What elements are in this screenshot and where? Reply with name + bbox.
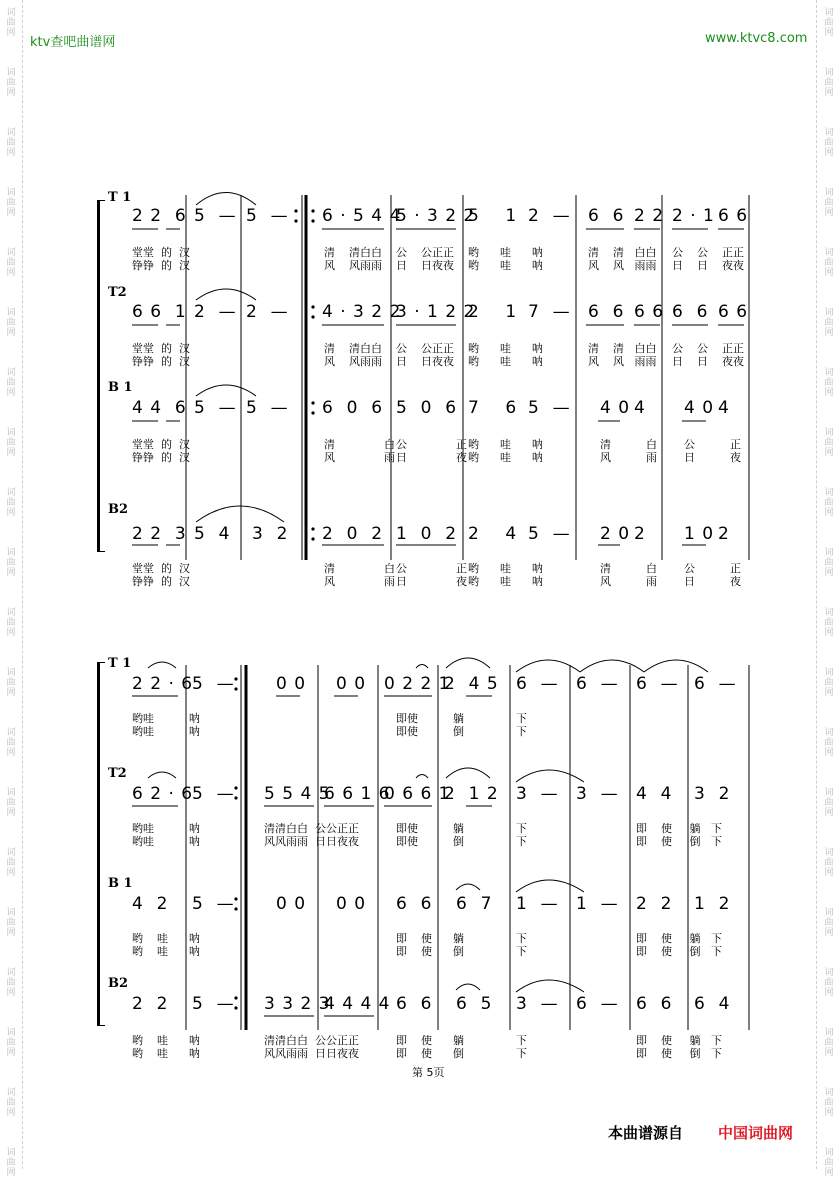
watermark-glyphs: 词 曲 网 (6, 368, 16, 398)
notes2-b2-3: 3 3 2 3 (264, 994, 331, 1014)
notes2-t2-1: 6 2 · 6 (132, 784, 194, 804)
notes2-t1-8: 6 — (576, 674, 619, 694)
lyrics-b1-4: 哟 哇 呐 哟 哇 呐 (468, 438, 543, 464)
notes2-t2-9: 4 4 (636, 784, 673, 804)
watermark-glyphs: 词 曲 网 (6, 1088, 16, 1118)
notes2-t2-7: 3 — (516, 784, 559, 804)
notes-b1-m1: 4 4 6 (132, 398, 187, 418)
lyrics-t1-4: 哟 哇 呐 哟 哇 呐 (468, 246, 543, 272)
notes2-t2-2: 5 — (192, 784, 235, 804)
lyrics-b1-6: 公 正 日 夜 (684, 438, 741, 464)
watermark-glyphs: 词 曲 网 (6, 728, 16, 758)
watermark-glyphs: 词 曲 网 (6, 68, 16, 98)
header-right-url[interactable]: www.ktvc8.com (705, 31, 808, 46)
notes-b1-m9b: 4 (718, 398, 730, 418)
watermark-glyphs: 词 曲 网 (824, 488, 834, 518)
notes2-b2-4: 4 4 4 4 (324, 994, 391, 1014)
watermark-glyphs: 词 曲 网 (6, 788, 16, 818)
notes-t1-m3: 5 — (246, 206, 289, 226)
watermark-glyphs: 词 曲 网 (6, 428, 16, 458)
lyrics-t2-1: 堂堂 的 汉 铮铮 的 汉 (132, 342, 190, 368)
notes2-b1-5: 6 6 (396, 894, 433, 914)
notes-t2-m7: 7 — (528, 302, 571, 322)
notes-b2-m7: 5 — (528, 524, 571, 544)
notes-t2-m8b: 6 6 (634, 302, 665, 322)
watermark-glyphs: 词 曲 网 (824, 668, 834, 698)
part-label-t2-s2: T2 (108, 766, 127, 781)
part-label-b2: B2 (108, 502, 129, 517)
notes-b2-m8b: 2 (634, 524, 646, 544)
notes-b1-m3: 5 — (246, 398, 289, 418)
watermark-glyphs: 词 曲 网 (6, 1028, 16, 1058)
watermark-glyphs: 词 曲 网 (6, 8, 16, 38)
notes-b1-m4: 6 0 6 (322, 398, 384, 418)
lyrics-t2-4: 哟 哇 呐 哟 哇 呐 (468, 342, 543, 368)
watermark-glyphs: 词 曲 网 (6, 668, 16, 698)
watermark-glyphs: 词 曲 网 (6, 1148, 16, 1178)
lyrics-b2-1: 堂堂 的 汉 铮铮 的 汉 (132, 562, 190, 588)
lyrics2-b1-3: 下 下 (516, 932, 527, 958)
footer-site-name[interactable]: 中国词曲网 (718, 1124, 794, 1142)
lyrics2-t1-2: 即使 躺 即使 倒 (396, 712, 464, 738)
notes-b2-m4: 2 0 2 (322, 524, 384, 544)
notes-b1-m6: 7 6 (468, 398, 518, 418)
watermark-glyphs: 词 曲 网 (824, 188, 834, 218)
lyrics-t1-5: 清 清 白白 风 风 雨雨 (588, 246, 657, 272)
notes2-t2-4: 6 6 1 6 (324, 784, 391, 804)
notes-t1-m2: 5 — (194, 206, 237, 226)
lyrics-t1-2: 清 清白白 风 风雨雨 (324, 246, 382, 272)
notes-t2-m8a: 6 6 (588, 302, 625, 322)
notes2-b1-6: 6 7 (456, 894, 493, 914)
notes-t1-m9a: 2 · 1 (672, 206, 715, 226)
watermark-glyphs: 词 曲 网 (824, 548, 834, 578)
lyrics-b1-3: 公 正 日 夜 (396, 438, 467, 464)
notes-b2-m3: 3 2 (252, 524, 289, 544)
watermark-glyphs: 词 曲 网 (824, 728, 834, 758)
watermark-glyphs: 词 曲 网 (824, 1088, 834, 1118)
part-label-b1: B 1 (108, 380, 133, 395)
notes2-b1-4: 0 0 (336, 894, 367, 914)
notes-b1-m9a: 4 0 (684, 398, 715, 418)
lyrics-b2-6: 公 正 日 夜 (684, 562, 741, 588)
footer-source-label: 本曲谱源自 (608, 1124, 684, 1142)
notes-t2-m1: 6 6 1 (132, 302, 187, 322)
watermark-glyphs: 词 曲 网 (824, 608, 834, 638)
notes-t1-m6: 5 1 (468, 206, 518, 226)
lyrics2-t2-3: 即使 躺 即使 倒 (396, 822, 464, 848)
lyrics-b2-4: 哟 哇 呐 哟 哇 呐 (468, 562, 543, 588)
watermark-glyphs: 词 曲 网 (6, 968, 16, 998)
notes-t1-m1: 2 2 6 (132, 206, 187, 226)
notes-t2-m5: 3 · 1 2 2 (396, 302, 476, 322)
watermark-glyphs: 词 曲 网 (824, 1148, 834, 1178)
lyrics-t1-1: 堂堂 的 汉 铮铮 的 汉 (132, 246, 190, 272)
notes-b2-m8a: 2 0 (600, 524, 631, 544)
watermark-glyphs: 词 曲 网 (6, 248, 16, 278)
lyrics-b1-5: 清 白 风 雨 (600, 438, 657, 464)
lyrics2-t1-3: 下 下 (516, 712, 527, 738)
notes2-t1-6: 2 4 5 (444, 674, 499, 694)
notes-t1-m4: 6 · 5 4 4 (322, 206, 402, 226)
watermark-glyphs: 词 曲 网 (6, 188, 16, 218)
notes2-t2-3: 5 5 4 5 (264, 784, 331, 804)
lyrics-b1-2: 清 白 风 雨 (324, 438, 395, 464)
notes-t2-m9b: 6 6 (718, 302, 749, 322)
notes2-t1-2: 5 — (192, 674, 235, 694)
lyrics2-b2-1: 哟 哇 呐 哟 哇 呐 (132, 1034, 200, 1060)
page-number: 第 5页 (412, 1066, 445, 1079)
notes2-b1-9: 2 2 (636, 894, 673, 914)
part-label-b2-s2: B2 (108, 976, 129, 991)
lyrics-t2-3: 公 公正正 日 日夜夜 (396, 342, 454, 368)
notes-b2-m1: 2 2 3 (132, 524, 187, 544)
notes2-t2-10: 3 2 (694, 784, 731, 804)
notes2-b2-2: 5 — (192, 994, 235, 1014)
notes2-b1-3: 0 0 (276, 894, 307, 914)
part-label-b1-s2: B 1 (108, 876, 133, 891)
notes-b1-m2: 5 — (194, 398, 237, 418)
notes-b1-m7: 5 — (528, 398, 571, 418)
notes2-t1-10: 6 — (694, 674, 737, 694)
lyrics2-b2-2: 清清白白 公公正正 风风雨雨 日日夜夜 (264, 1034, 359, 1060)
notes2-b2-1: 2 2 (132, 994, 169, 1014)
lyrics-t2-5: 清 清 白白 风 风 雨雨 (588, 342, 657, 368)
lyrics-t1-3: 公 公正正 日 日夜夜 (396, 246, 454, 272)
notes2-t1-7: 6 — (516, 674, 559, 694)
lyrics-b1-1: 堂堂 的 汉 铮铮 的 汉 (132, 438, 190, 464)
notes2-t1-1: 2 2 · 6 (132, 674, 194, 694)
notes-t2-m6: 2 1 (468, 302, 518, 322)
notes-t1-m7: 2 — (528, 206, 571, 226)
watermark-glyphs: 词 曲 网 (6, 908, 16, 938)
lyrics2-b1-1: 哟 哇 呐 哟 哇 呐 (132, 932, 200, 958)
notes2-t2-8: 3 — (576, 784, 619, 804)
lyrics2-b2-4: 下 下 (516, 1034, 527, 1060)
lyrics2-t2-2: 清清白白 公公正正 风风雨雨 日日夜夜 (264, 822, 359, 848)
notes2-b1-1: 4 2 (132, 894, 169, 914)
notes2-b2-8: 6 — (576, 994, 619, 1014)
notes2-t1-4: 0 0 (336, 674, 367, 694)
notes2-b1-2: 5 — (192, 894, 235, 914)
lyrics-t1-6: 公 公 正正 日 日 夜夜 (672, 246, 744, 272)
notes-t2-m4: 4 · 3 2 2 (322, 302, 402, 322)
watermark-glyphs: 词 曲 网 (6, 488, 16, 518)
notes-t1-m8a: 6 6 (588, 206, 625, 226)
lyrics2-t2-5: 即 使 躺 下 即 使 倒 下 (636, 822, 722, 848)
watermark-glyphs: 词 曲 网 (6, 608, 16, 638)
notes-t2-m3: 2 — (246, 302, 289, 322)
notes2-b2-7: 3 — (516, 994, 559, 1014)
watermark-glyphs: 词 曲 网 (824, 968, 834, 998)
watermark-glyphs: 词 曲 网 (824, 68, 834, 98)
notes-b2-m6: 2 4 (468, 524, 518, 544)
lyrics2-b1-2: 即 使 躺 即 使 倒 (396, 932, 464, 958)
notes-b1-m8a: 4 0 (600, 398, 631, 418)
header-left-site[interactable]: ktv查吧曲谱网 (30, 35, 116, 50)
lyrics2-t1-1: 哟哇 呐 哟哇 呐 (132, 712, 200, 738)
notes2-t1-9: 6 — (636, 674, 679, 694)
notes-b1-m5: 5 0 6 (396, 398, 458, 418)
notes2-b1-8: 1 — (576, 894, 619, 914)
part-label-t2: T2 (108, 285, 127, 300)
notes-t2-m2: 2 — (194, 302, 237, 322)
notes2-t1-3: 0 0 (276, 674, 307, 694)
lyrics-t2-6: 公 公 正正 日 日 夜夜 (672, 342, 744, 368)
watermark-glyphs: 词 曲 网 (824, 308, 834, 338)
notes2-b2-5: 6 6 (396, 994, 433, 1014)
lyrics2-b2-5: 即 使 躺 下 即 使 倒 下 (636, 1034, 722, 1060)
watermark-glyphs: 词 曲 网 (824, 908, 834, 938)
notes2-b2-6: 6 5 (456, 994, 493, 1014)
lyrics-b2-2: 清 白 风 雨 (324, 562, 395, 588)
notes2-b1-7: 1 — (516, 894, 559, 914)
part-label-t1: T 1 (108, 190, 132, 205)
watermark-glyphs: 词 曲 网 (824, 1028, 834, 1058)
notes2-b1-10: 1 2 (694, 894, 731, 914)
watermark-glyphs: 词 曲 网 (6, 848, 16, 878)
notes-t1-m8b: 2 2 (634, 206, 665, 226)
notes-t2-m9a: 6 6 (672, 302, 709, 322)
lyrics-b2-5: 清 白 风 雨 (600, 562, 657, 588)
notes-t1-m9b: 6 6 (718, 206, 749, 226)
notes-b2-m9b: 2 (718, 524, 730, 544)
lyrics2-t2-1: 哟哇 呐 哟哇 呐 (132, 822, 200, 848)
notes-b2-m2: 5 4 (194, 524, 231, 544)
watermark-glyphs: 词 曲 网 (6, 548, 16, 578)
notes2-t2-5: 0 6 6 1 (384, 784, 451, 804)
watermark-glyphs: 词 曲 网 (824, 428, 834, 458)
watermark-glyphs: 词 曲 网 (824, 128, 834, 158)
notes-b2-m5: 1 0 2 (396, 524, 458, 544)
watermark-glyphs: 词 曲 网 (824, 848, 834, 878)
watermark-glyphs: 词 曲 网 (824, 8, 834, 38)
watermark-glyphs: 词 曲 网 (6, 128, 16, 158)
lyrics2-b1-4: 即 使 躺 下 即 使 倒 下 (636, 932, 722, 958)
lyrics-t2-2: 清 清白白 风 风雨雨 (324, 342, 382, 368)
lyrics-b2-3: 公 正 日 夜 (396, 562, 467, 588)
watermark-glyphs: 词 曲 网 (824, 368, 834, 398)
notes-b2-m9a: 1 0 (684, 524, 715, 544)
notes2-b2-9: 6 6 (636, 994, 673, 1014)
watermark-glyphs: 词 曲 网 (6, 308, 16, 338)
notes2-t2-6: 2 1 2 (444, 784, 499, 804)
watermark-glyphs: 词 曲 网 (824, 248, 834, 278)
notes2-t1-5: 0 2 2 1 (384, 674, 451, 694)
notes-t1-m5: 5 · 3 2 2 (396, 206, 476, 226)
notes2-b2-10: 6 4 (694, 994, 731, 1014)
lyrics2-t2-4: 下 下 (516, 822, 527, 848)
notes-b1-m8b: 4 (634, 398, 646, 418)
lyrics2-b2-3: 即 使 躺 即 使 倒 (396, 1034, 464, 1060)
part-label-t1-s2: T 1 (108, 656, 132, 671)
watermark-glyphs: 词 曲 网 (824, 788, 834, 818)
